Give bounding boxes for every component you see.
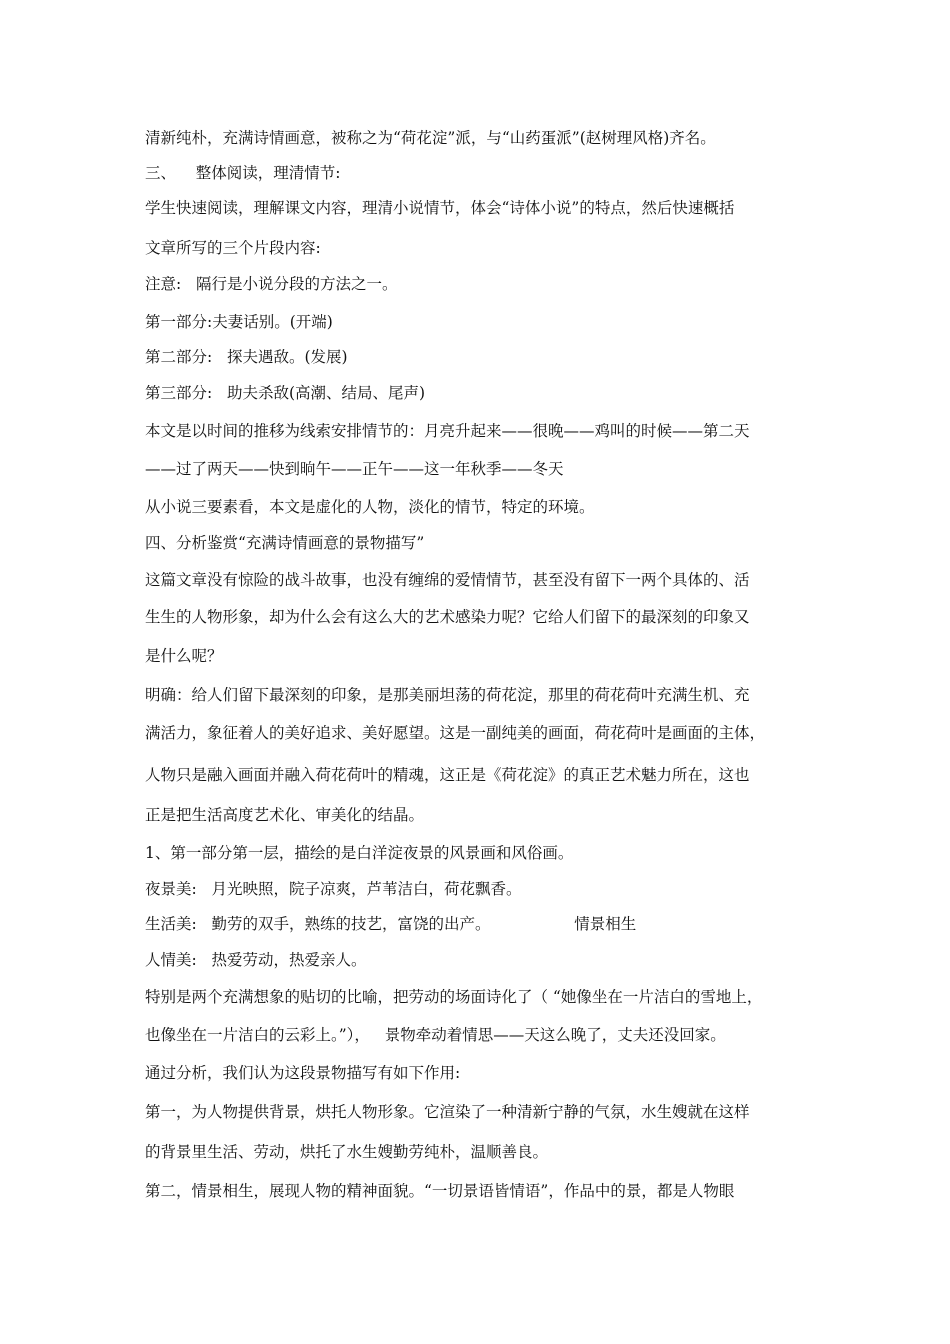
text-line: 明确：给人们留下最深刻的印象，是那美丽坦荡的荷花淀，那里的荷花荷叶充满生机、充 [145, 686, 750, 704]
text-line: 人情美: 热爱劳动，热爱亲人。 [145, 951, 367, 969]
text-line: 特别是两个充满想象的贴切的比喻，把劳动的场面诗化了（ “她像坐在一片洁白的雪地上， [145, 988, 763, 1006]
text-line: 也像坐在一片洁白的云彩上。”）， 景物牵动着情思——天这么晚了，丈夫还没回家。 [145, 1026, 726, 1044]
text-line: 第一，为人物提供背景，烘托人物形象。它渲染了一种清新宁静的气氛，水生嫂就在这样 [145, 1103, 750, 1121]
text-line: 第二部分: 探夫遇敌。(发展) [145, 348, 348, 366]
text-line: 夜景美: 月光映照，院子凉爽，芦苇洁白，荷花飘香。 [145, 880, 522, 898]
text-line: 1、第一部分第一层，描绘的是白洋淀夜景的风景画和风俗画。 [145, 844, 574, 862]
text-line: 生生的人物形象，却为什么会有这么大的艺术感染力呢？它给人们留下的最深刻的印象又 [145, 608, 750, 626]
text-line: 清新纯朴，充满诗情画意，被称之为“荷花淀”派，与“山药蛋派”(赵树理风格)齐名。 [145, 129, 716, 147]
section-heading: 三、 整体阅读，理清情节: [145, 164, 341, 182]
text-line: 生活美: 勤劳的双手，熟练的技艺，富饶的出产。 情景相生 [145, 915, 637, 933]
section-heading: 四、分析鉴赏“充满诗情画意的景物描写” [145, 534, 425, 552]
text-line: 正是把生活高度艺术化、审美化的结晶。 [145, 806, 425, 824]
text-line: 本文是以时间的推移为线索安排情节的：月亮升起来——很晚——鸡叫的时候——第二天 [145, 422, 750, 440]
text-line: 从小说三要素看，本文是虚化的人物，淡化的情节，特定的环境。 [145, 498, 595, 516]
text-line: 文章所写的三个片段内容: [145, 239, 321, 257]
text-line: 通过分析，我们认为这段景物描写有如下作用: [145, 1064, 461, 1082]
text-line: 注意: 隔行是小说分段的方法之一。 [145, 275, 398, 293]
text-line: 人物只是融入画面并融入荷花荷叶的精魂，这正是《荷花淀》的真正艺术魅力所在，这也 [145, 766, 750, 784]
text-line: 的背景里生活、劳动，烘托了水生嫂勤劳纯朴，温顺善良。 [145, 1143, 549, 1161]
text-line: 学生快速阅读，理解课文内容，理清小说情节，体会“诗体小说”的特点，然后快速概括 [145, 199, 735, 217]
text-line: 是什么呢？ [145, 647, 223, 665]
text-line: 第二，情景相生，展现人物的精神面貌。“一切景语皆情语”，作品中的景，都是人物眼 [145, 1182, 735, 1200]
text-line: 满活力，象征着人的美好追求、美好愿望。这是一副纯美的画面，荷花荷叶是画面的主体， [145, 724, 766, 742]
text-line: 这篇文章没有惊险的战斗故事，也没有缠绵的爱情情节，甚至没有留下一两个具体的、活 [145, 571, 750, 589]
text-line: 第一部分:夫妻话别。(开端) [145, 313, 333, 331]
text-line: ——过了两天——快到晌午——正午——这一年秋季——冬天 [145, 460, 564, 478]
text-line: 第三部分: 助夫杀敌(高潮、结局、尾声) [145, 384, 426, 402]
